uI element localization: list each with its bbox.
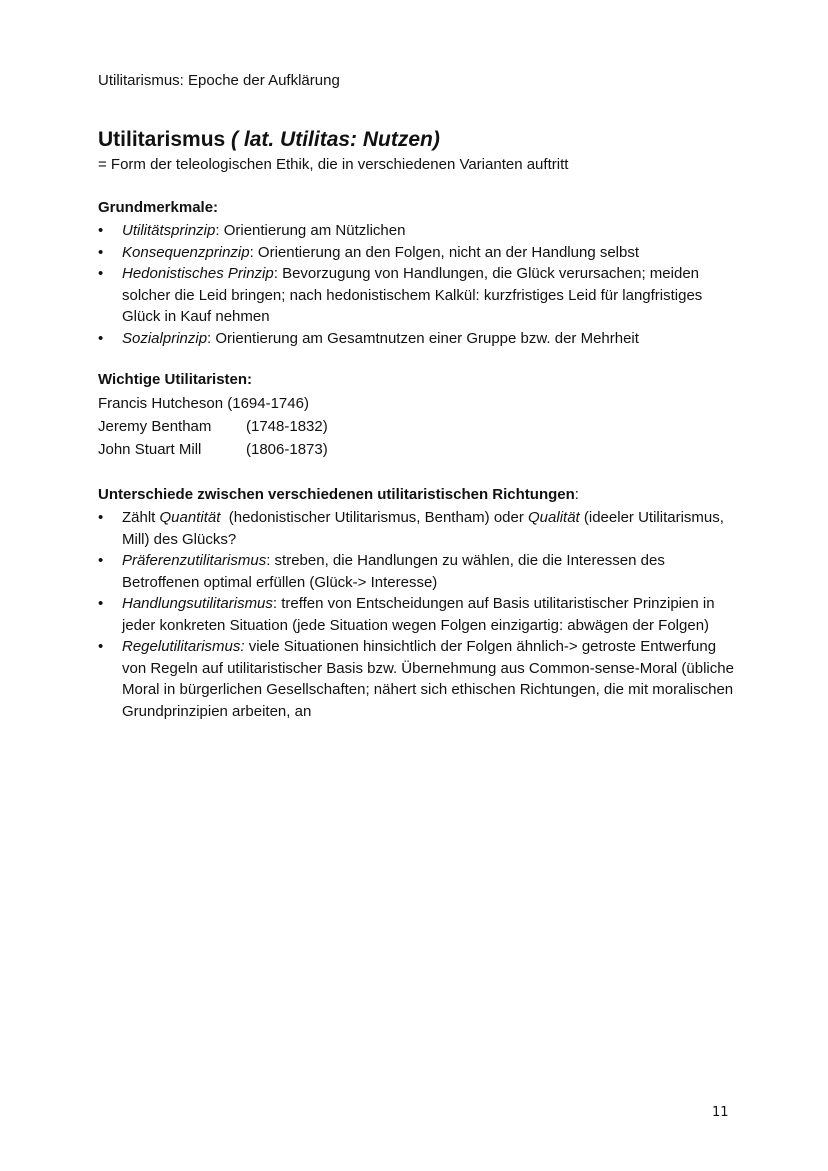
item-text: : Orientierung an den Folgen, nicht an der Handlung selbst [249, 243, 640, 261]
bullet-icon: • [98, 509, 104, 526]
document-body [98, 127, 738, 722]
list-item [98, 550, 738, 593]
person-years: (1806-1873) [246, 441, 328, 458]
list-item [98, 507, 738, 550]
item-text: Zählt [122, 509, 160, 526]
list-item [98, 636, 738, 722]
richtungen-heading-text: Unterschiede zwischen verschiedenen utilitaristischen Richtungen [98, 486, 575, 503]
list-item [98, 242, 738, 264]
item-term: Regelutilitarismus: [122, 638, 245, 655]
richtungen-heading-colon: : [574, 486, 579, 503]
item-text: : treffen von Entscheidungen auf Basis utilitaristischer Prinzipien in jeder konkreten Situation (jede Situation wegen Folgen einzigartig: abwägen der Folgen) [122, 595, 715, 634]
bullet-icon: • [98, 265, 104, 282]
page-number: 11 [712, 1105, 729, 1120]
grundmerkmale-heading: Grundmerkmale: [98, 199, 219, 216]
item-text: : Bevorzugung von Handlungen, die Glück verursachen; meiden solcher die Leid bringen; nach hedonistischem Kalkül: kurzfristiges Leid für langfristiges Glück in Kauf nehmen [122, 265, 703, 325]
bullet-icon: • [98, 222, 104, 239]
bullet-icon: • [98, 329, 104, 347]
bullet-icon: • [98, 243, 104, 261]
item-text: (ideeler Utilitarismus, Mill) des Glücks? [122, 509, 724, 548]
definition-text: = Form der teleologischen Ethik, die in verschiedenen Varianten auftritt [98, 156, 569, 173]
running-header: Utilitarismus: Epoche der Aufklärung [98, 72, 340, 89]
list-item [98, 593, 738, 636]
item-term: Quantität [159, 509, 221, 526]
richtungen-list [98, 507, 738, 722]
grundmerkmale-list [98, 220, 738, 349]
item-term: Utilitätsprinzip [122, 222, 216, 239]
item-term: Konsequenzprinzip [122, 243, 250, 261]
item-text: : Orientierung am Nützlichen [215, 222, 406, 239]
list-item [98, 392, 738, 415]
title-main: Utilitarismus [98, 128, 226, 151]
utilitaristen-heading: Wichtige Utilitaristen: [98, 371, 253, 388]
list-item [98, 328, 738, 350]
richtungen-heading [98, 485, 738, 505]
item-term: Qualität [528, 509, 580, 526]
bullet-icon: • [98, 552, 104, 569]
item-term: Sozialprinzip [122, 329, 208, 347]
bullet-icon: • [98, 595, 104, 612]
item-term: Handlungsutilitarismus [122, 595, 273, 612]
page-title [98, 127, 738, 153]
item-text: : streben, die Handlungen zu wählen, die die Interessen des Betroffenen optimal erfüllen (Glück-> Interesse) [122, 552, 665, 591]
title-annotation: ( lat. Utilitas: Nutzen) [225, 128, 440, 151]
list-item [98, 220, 738, 242]
list-item [98, 415, 738, 438]
item-term: Präferenzutilitarismus [122, 552, 267, 569]
person-years: (1694-1746) [227, 395, 309, 412]
utilitaristen-list [98, 392, 738, 461]
person-years: (1748-1832) [246, 418, 328, 435]
list-item [98, 263, 738, 328]
person-name: Jeremy Bentham [98, 418, 212, 435]
item-text: (hedonistischer Utilitarismus, Bentham) oder [220, 509, 529, 526]
item-text: viele Situationen hinsichtlich der Folgen ähnlich-> getroste Entwerfung von Regeln auf utilitaristischer Basis bzw. Übernehmung aus Common-sense-Moral (übliche Moral in bürgerlichen Gesellschaften; nähert sich ethischen Richtungen, die mit moralischen Grundprinzipien arbeiten, an [122, 638, 734, 720]
person-name: Francis Hutcheson [98, 395, 224, 412]
item-text: : Orientierung am Gesamtnutzen einer Gruppe bzw. der Mehrheit [207, 329, 639, 347]
person-name: John Stuart Mill [98, 441, 202, 458]
item-term: Hedonistisches Prinzip [122, 265, 274, 282]
bullet-icon: • [98, 638, 104, 655]
list-item [98, 438, 738, 461]
